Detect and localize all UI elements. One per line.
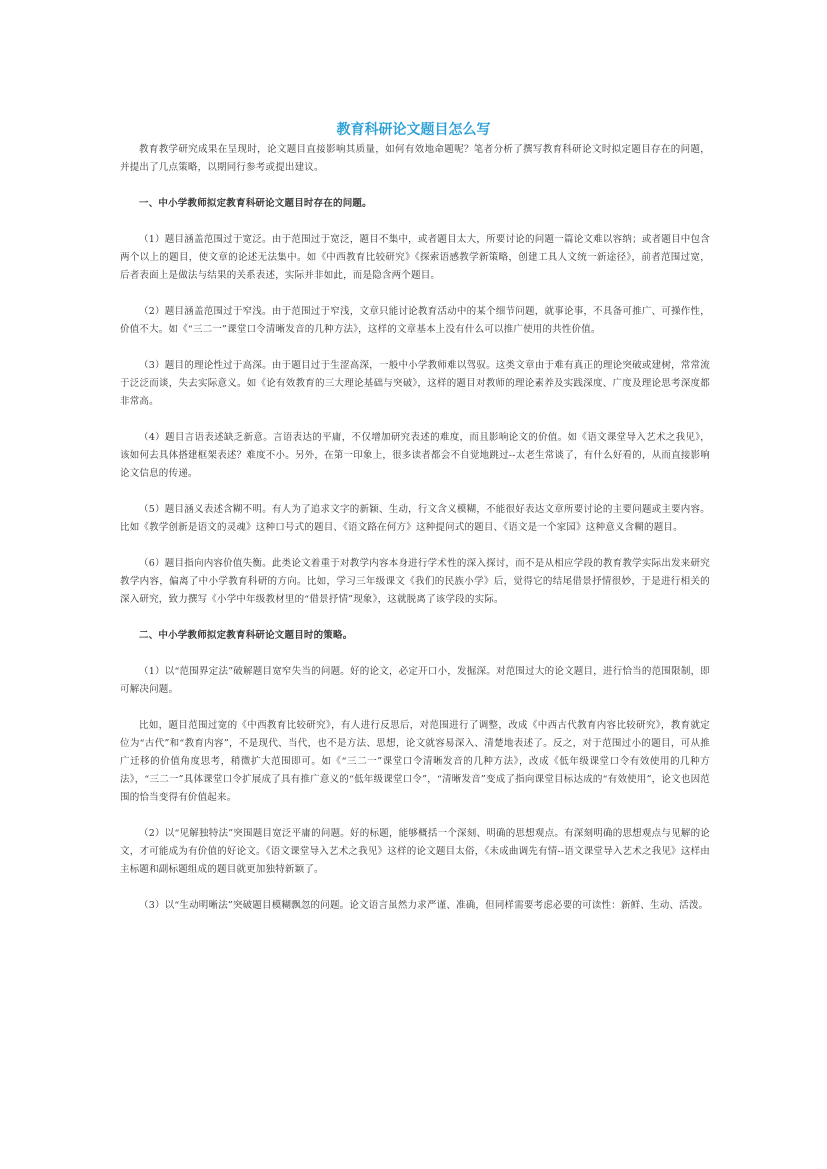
intro-paragraph: 教育教学研究成果在呈现时，论文题目直接影响其质量，如何有效地命题呢？笔者分析了撰写教育科研论文时拟定题目存在的问题，并提出了几点策略，以期同行参考或提出建议。 [120, 144, 710, 173]
problem-paragraph: （2）题目涵盖范围过于窄浅。由于范围过于窄浅，文章只能讨论教育活动中的某个细节问题，就事论事，不具备可推广、可操作性，价值不大。如《“三二一”课堂口令清晰发音的几种方法》，这样的文章基本上没有什么可以推广使用的共性价值。 [120, 306, 710, 335]
section-heading-problems: 一、中小学教师拟定教育科研论文题目时存在的问题。 [139, 198, 372, 209]
strategy-paragraph: （3）以“生动明晰法”突破题目模糊飘忽的问题。论文语言虽然力求严谨、准确，但同样需要考虑必要的可读性：新鲜、生动、活泼。 [139, 900, 709, 911]
problem-paragraph: （4）题目言语表述缺乏新意。言语表达的平庸，不仅增加研究表述的难度，而且影响论文的价值。如《语文课堂导入艺术之我见》，该如何去具体搭建框架表述？难度不小。另外，在第一印象上，很多读者都会不自觉地跳过--太老生常谈了，有什么好看的，从而直接影响论文信息的传递。 [120, 432, 710, 479]
strategy-paragraph: （1）以“范围界定法”破解题目宽窄失当的问题。好的论文，必定开口小，发掘深。对范围过大的论文题目，进行恰当的范围限制，即可解决问题。 [120, 666, 710, 695]
document-body [120, 141, 710, 915]
page-title: 教育科研论文题目怎么写 [336, 122, 491, 138]
problem-paragraph: （3）题目的理论性过于高深。由于题目过于生涩高深，一般中小学教师难以驾驭。这类文章由于难有真正的理论突破或建树，常常流于泛泛而谈，失去实际意义。如《论有效教育的三大理论基础与突破》，这样的题目对教师的理论素养及实践深度、广度及理论思考深度都非常高。 [120, 360, 710, 407]
strategy-paragraph: 比如，题目范围过宽的《中西教育比较研究》，有人进行反思后，对范围进行了调整，改成《中西古代教育内容比较研究》，教育就定位为“古代”和“教育内容”，不是现代、当代，也不是方法、思想，论文就容易深入、清楚地表述了。反之，对于范围过小的题目，可从推广迁移的价值角度思考，稍微扩大范围即可。如《“三二一”课堂口令清晰发音的几种方法》，改成《低年级课堂口令有效使用的几种方法》，“三二一”具体课堂口令扩展成了具有推广意义的“低年级课堂口令”，“清晰发音”变成了指向课堂目标达成的“有效使用”，论文也因范围的恰当变得有价值起来。 [120, 720, 710, 803]
problem-paragraph: （6）题目指向内容价值失衡。此类论文着重于对教学内容本身进行学术性的深入探讨，而不是从相应学段的教育教学实际出发来研究教学内容，偏离了中小学教育科研的方向。比如，学习三年级课文《我们的民族小学》后，觉得它的结尾借景抒情很妙，于是进行相关的深入研究，致力撰写《小学中年级教材里的“借景抒情”现象》，这就脱离了该学段的实际。 [120, 558, 710, 605]
strategy-paragraph: （2）以“见解独特法”突围题目宽泛平庸的问题。好的标题，能够概括一个深刻、明确的思想观点。有深刻明确的思想观点与见解的论文，才可能成为有价值的好论文。《语文课堂导入艺术之我见》这样的论文题目太俗，《未成曲调先有情--语文课堂导入艺术之我见》这样由主标题和副标题组成的题目就更加独特新颖了。 [120, 828, 710, 875]
problem-paragraph: （1）题目涵盖范围过于宽泛。由于范围过于宽泛，题目不集中，或者题目太大，所要讨论的问题一篇论文难以容纳；或者题目中包含两个以上的题目，使文章的论述无法集中。如《中西教育比较研究》《探索语感教学新策略，创建工具人文统一新途径》，前者范围过宽，后者表面上是做法与结果的关系表述，实际并非如此，而是隐含两个题目。 [120, 234, 710, 281]
section-heading-strategies: 二、中小学教师拟定教育科研论文题目时的策略。 [139, 630, 353, 641]
problem-paragraph: （5）题目涵义表述含糊不明。有人为了追求文字的新颖、生动，行文含义模糊，不能很好表达文章所要讨论的主要问题或主要内容。比如《教学创新是语文的灵魂》这种口号式的题目、《语文路在何方》这种提问式的题目、《语文是一个家园》这种意义含糊的题目。 [120, 504, 710, 533]
